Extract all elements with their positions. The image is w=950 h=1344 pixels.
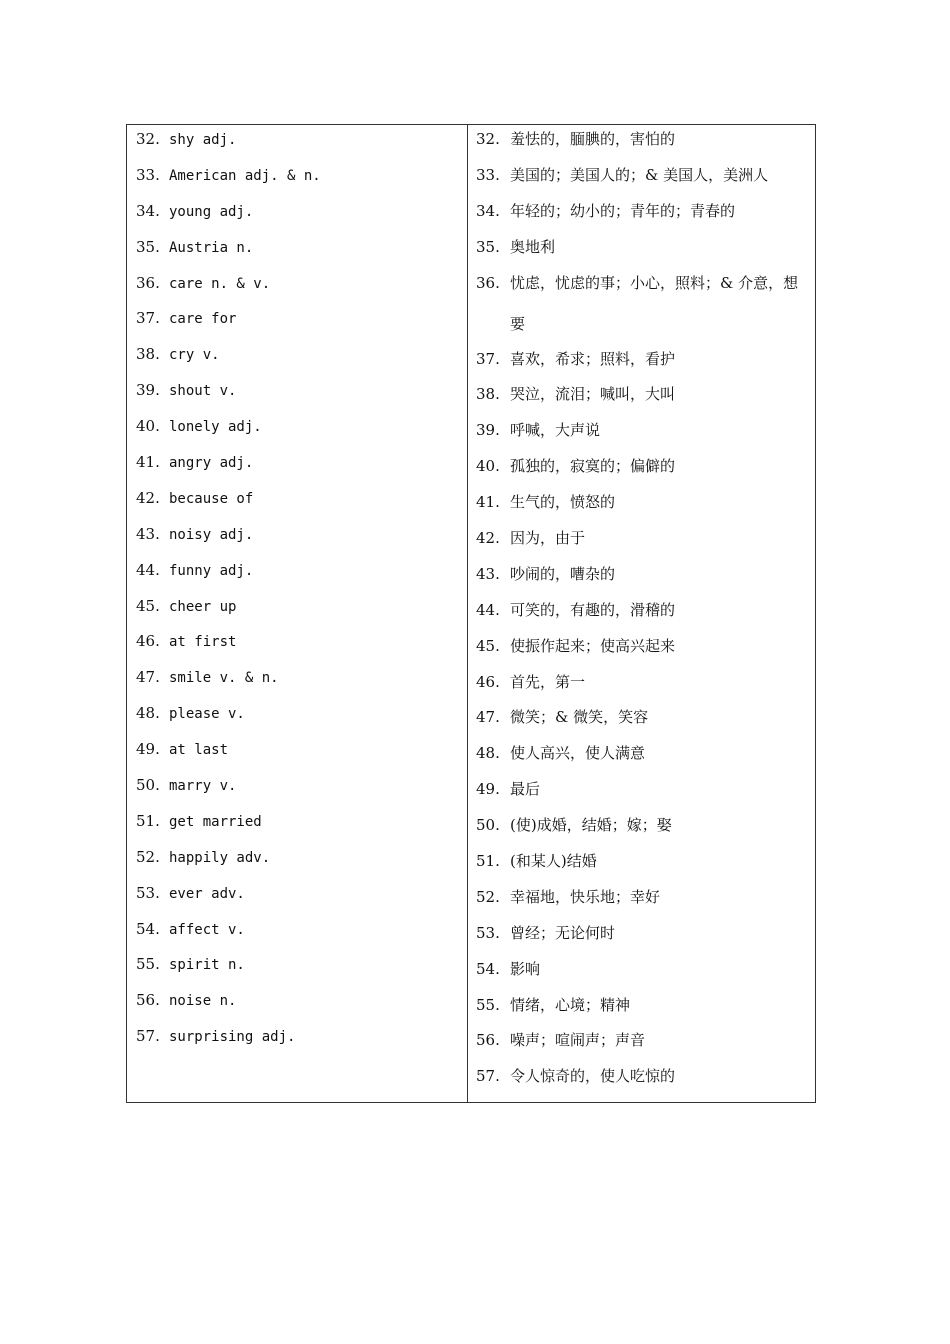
definition-entry xyxy=(468,779,815,815)
entry-number: 50. xyxy=(136,776,160,795)
entry-number: 32. xyxy=(136,130,160,148)
definition-entry xyxy=(468,851,815,887)
entry-number: 35. xyxy=(476,237,500,256)
entry-number: 55. xyxy=(476,995,500,1014)
entry-number: 38. xyxy=(136,345,160,364)
entry-number: 43. xyxy=(476,564,500,583)
entry-word: affect v. xyxy=(169,921,245,938)
entry-word: care for xyxy=(169,311,237,328)
vocab-entry xyxy=(127,883,467,919)
entry-number: 42. xyxy=(136,488,160,507)
vocab-entry xyxy=(127,237,467,273)
entry-definition: 使振作起来；使高兴起来 xyxy=(510,636,676,655)
vocab-entry xyxy=(127,273,467,309)
definition-entry xyxy=(468,815,815,851)
vocab-entry xyxy=(127,380,467,416)
entry-number: 45. xyxy=(136,596,160,615)
entry-number: 42. xyxy=(476,529,500,548)
entry-word: American adj. & n. xyxy=(169,167,321,184)
vocab-entry xyxy=(127,954,467,990)
definition-entry xyxy=(468,707,815,743)
entry-number: 50. xyxy=(476,816,500,835)
entry-definition: 吵闹的，嘈杂的 xyxy=(510,564,616,583)
vocab-entry xyxy=(127,596,467,632)
definition-entry xyxy=(468,165,815,201)
entry-number: 49. xyxy=(136,740,160,759)
entry-word: please v. xyxy=(169,706,245,723)
vocab-entry xyxy=(127,560,467,596)
entry-number: 33. xyxy=(136,165,160,184)
entry-number: 46. xyxy=(476,672,500,691)
vocab-entry xyxy=(127,811,467,847)
entry-definition: 羞怯的，腼腆的，害怕的 xyxy=(510,130,676,148)
entry-number: 57. xyxy=(136,1027,160,1046)
vocab-entry xyxy=(127,488,467,524)
entry-number: 56. xyxy=(136,991,160,1010)
definition-entry xyxy=(468,672,815,708)
entry-definition: 微笑；& 微笑，笑容 xyxy=(510,708,649,727)
entry-word: surprising adj. xyxy=(169,1029,296,1046)
entry-word: marry v. xyxy=(169,778,237,795)
entry-number: 51. xyxy=(476,852,500,871)
definition-entry xyxy=(468,995,815,1031)
definition-entry xyxy=(468,201,815,237)
entry-number: 49. xyxy=(476,780,500,799)
entry-definition: 影响 xyxy=(510,959,541,978)
definition-entry xyxy=(468,636,815,672)
entry-word: because of xyxy=(169,490,254,507)
entry-number: 55. xyxy=(136,955,160,974)
definition-entry xyxy=(468,743,815,779)
vocab-entry xyxy=(127,739,467,775)
definition-entry xyxy=(468,600,815,636)
entry-number: 34. xyxy=(136,201,160,220)
chinese-column xyxy=(468,125,815,1102)
entry-definition: (和某人)结婚 xyxy=(510,852,597,871)
vocab-entry xyxy=(127,631,467,667)
entry-word: lonely adj. xyxy=(169,419,262,436)
entry-number: 38. xyxy=(476,385,500,404)
entry-number: 37. xyxy=(136,309,160,328)
entry-number: 39. xyxy=(136,381,160,400)
entry-number: 34. xyxy=(476,201,500,220)
vocab-entry xyxy=(127,919,467,955)
vocab-entry xyxy=(127,201,467,237)
entry-definition: 孤独的，寂寞的；偏僻的 xyxy=(510,457,676,476)
entry-definition: (使)成婚，结婚；嫁；娶 xyxy=(510,816,672,835)
vocab-entry xyxy=(127,524,467,560)
definition-entry xyxy=(468,959,815,995)
entry-number: 54. xyxy=(136,919,160,938)
entry-number: 48. xyxy=(476,744,500,763)
entry-number: 41. xyxy=(136,453,160,472)
entry-number: 51. xyxy=(136,811,160,830)
entry-number: 47. xyxy=(476,708,500,727)
vocab-entry xyxy=(127,308,467,344)
entry-definition: 因为，由于 xyxy=(510,529,586,548)
vocab-entry xyxy=(127,990,467,1026)
entry-number: 43. xyxy=(136,524,160,543)
entry-definition: 年轻的；幼小的；青年的；青春的 xyxy=(510,201,736,220)
entry-definition: 令人惊奇的，使人吃惊的 xyxy=(510,1067,676,1086)
entry-word: funny adj. xyxy=(169,562,254,579)
entry-definition: 情绪，心境；精神 xyxy=(510,995,631,1014)
vocab-entry xyxy=(127,775,467,811)
definition-entry xyxy=(468,1030,815,1066)
entry-word: ever adv. xyxy=(169,885,245,902)
entry-number: 40. xyxy=(136,417,160,436)
entry-word: angry adj. xyxy=(169,455,254,472)
entry-number: 32. xyxy=(476,130,500,148)
definition-entry xyxy=(468,420,815,456)
vocab-entry xyxy=(127,667,467,703)
vocab-entry xyxy=(127,165,467,201)
entry-number: 54. xyxy=(476,959,500,978)
entry-number: 57. xyxy=(476,1067,500,1086)
definition-entry xyxy=(468,492,815,528)
entry-word: Austria n. xyxy=(169,239,254,256)
vocab-entry xyxy=(127,703,467,739)
entry-word: spirit n. xyxy=(169,957,245,974)
english-column xyxy=(127,125,468,1102)
entry-number: 36. xyxy=(476,273,500,292)
entry-number: 52. xyxy=(476,887,500,906)
entry-definition: 呼喊，大声说 xyxy=(510,421,601,440)
entry-number: 56. xyxy=(476,1031,500,1050)
definition-entry xyxy=(468,349,815,385)
vocab-entry xyxy=(127,452,467,488)
entry-number: 35. xyxy=(136,237,160,256)
entry-word: smile v. & n. xyxy=(169,670,279,687)
entry-number: 37. xyxy=(476,349,500,368)
entry-number: 41. xyxy=(476,493,500,512)
definition-entry xyxy=(468,129,815,165)
vocab-entry xyxy=(127,1026,467,1062)
entry-word: cry v. xyxy=(169,347,220,364)
definition-entry xyxy=(468,528,815,564)
vocab-entry xyxy=(127,344,467,380)
entry-number: 52. xyxy=(136,847,160,866)
entry-word: at last xyxy=(169,742,229,759)
entry-number: 53. xyxy=(136,883,160,902)
vocab-entry xyxy=(127,129,467,165)
entry-word: shout v. xyxy=(169,383,237,400)
entry-definition: 生气的，愤怒的 xyxy=(510,493,616,512)
entry-number: 47. xyxy=(136,668,160,687)
definition-entry xyxy=(468,887,815,923)
entry-number: 39. xyxy=(476,421,500,440)
entry-number: 53. xyxy=(476,923,500,942)
entry-definition: 美国的；美国人的；& 美国人，美洲人 xyxy=(510,165,769,184)
definition-entry xyxy=(468,273,815,349)
definition-entry xyxy=(468,384,815,420)
entry-number: 40. xyxy=(476,457,500,476)
entry-definition: 首先，第一 xyxy=(510,672,586,691)
entry-number: 33. xyxy=(476,165,500,184)
entry-definition: 最后 xyxy=(510,780,541,799)
entry-definition: 噪声；喧闹声；声音 xyxy=(510,1031,646,1050)
entry-word: noisy adj. xyxy=(169,526,254,543)
entry-word: get married xyxy=(169,813,262,830)
entry-word: young adj. xyxy=(169,203,254,220)
definition-entry xyxy=(468,1066,815,1102)
entry-definition: 奥地利 xyxy=(510,237,556,256)
entry-word: cheer up xyxy=(169,598,237,615)
entry-number: 44. xyxy=(476,600,500,619)
entry-word: at first xyxy=(169,634,237,651)
entry-number: 36. xyxy=(136,273,160,292)
vocab-entry xyxy=(127,847,467,883)
entry-definition: 使人高兴，使人满意 xyxy=(510,744,646,763)
definition-entry xyxy=(468,456,815,492)
entry-definition: 曾经；无论何时 xyxy=(510,923,616,942)
entry-definition: 忧虑，忧虑的事；小心，照料；& 介意，想要 xyxy=(510,273,799,333)
entry-definition: 哭泣，流泪；喊叫，大叫 xyxy=(510,385,676,404)
vocab-entry xyxy=(127,416,467,452)
vocabulary-table xyxy=(126,124,816,1103)
entry-number: 44. xyxy=(136,560,160,579)
entry-word: care n. & v. xyxy=(169,275,271,292)
entry-number: 45. xyxy=(476,636,500,655)
entry-definition: 幸福地，快乐地；幸好 xyxy=(510,887,661,906)
definition-entry xyxy=(468,923,815,959)
entry-word: noise n. xyxy=(169,993,237,1010)
entry-word: happily adv. xyxy=(169,849,271,866)
definition-entry xyxy=(468,564,815,600)
entry-definition: 喜欢，希求；照料，看护 xyxy=(510,349,676,368)
entry-word: shy adj. xyxy=(169,132,237,148)
entry-number: 48. xyxy=(136,704,160,723)
entry-definition: 可笑的，有趣的，滑稽的 xyxy=(510,600,676,619)
entry-number: 46. xyxy=(136,632,160,651)
